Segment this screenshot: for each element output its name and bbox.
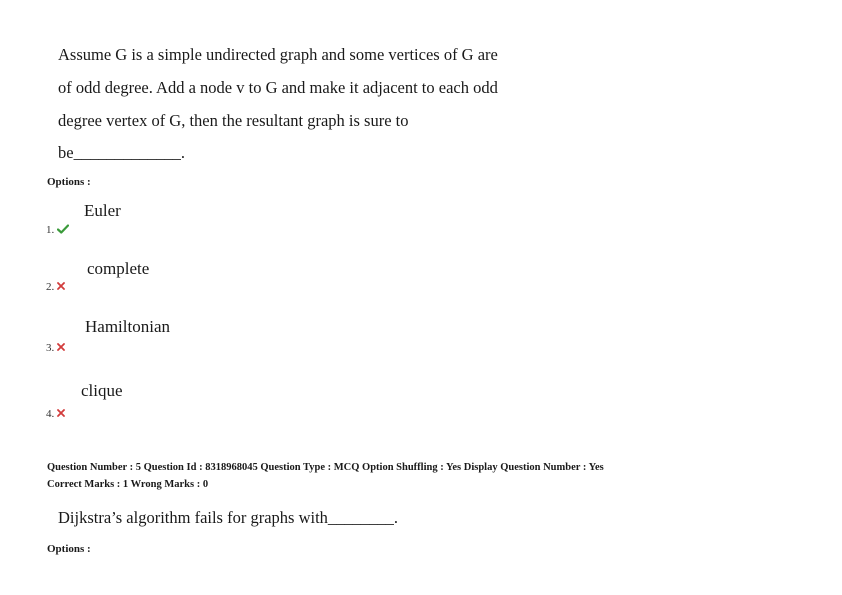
cross-mark-icon [57,408,65,420]
option-4-number [46,408,65,420]
question-text-line-3: degree vertex of G, then the resultant graph is sure to [58,111,409,130]
option-3-text: Hamiltonian [85,317,170,336]
question-5-text: Dijkstra’s algorithm fails for graphs with________. [58,508,399,527]
question-text-line-4: be_____________. [58,143,185,162]
option-3-number-label: 3. [46,342,55,354]
options-label: Options : [47,176,91,188]
check-mark-icon [57,224,69,237]
option-1-number-label: 1. [46,224,55,237]
option-1-number [46,224,69,237]
option-1-text: Euler [84,201,121,220]
option-2-number [46,281,65,293]
option-4-number-label: 4. [46,408,55,420]
question-text-line-1: Assume G is a simple undirected graph and some vertices of G are [58,45,498,64]
option-2-text: complete [87,259,150,278]
question-meta-line-1: Question Number : 5 Question Id : 8318968045 Question Type : MCQ Option Shuffling : Yes Display Question Number : Yes [47,462,604,473]
option-4-text: clique [81,381,123,400]
cross-mark-icon [57,281,65,293]
cross-mark-icon [57,342,65,354]
question-meta-line-2: Correct Marks : 1 Wrong Marks : 0 [47,479,209,490]
option-3-number [46,342,65,354]
question-text-line-2: of odd degree. Add a node v to G and make it adjacent to each odd [58,78,498,97]
option-2-number-label: 2. [46,281,55,293]
options-label-question-5: Options : [47,543,91,555]
